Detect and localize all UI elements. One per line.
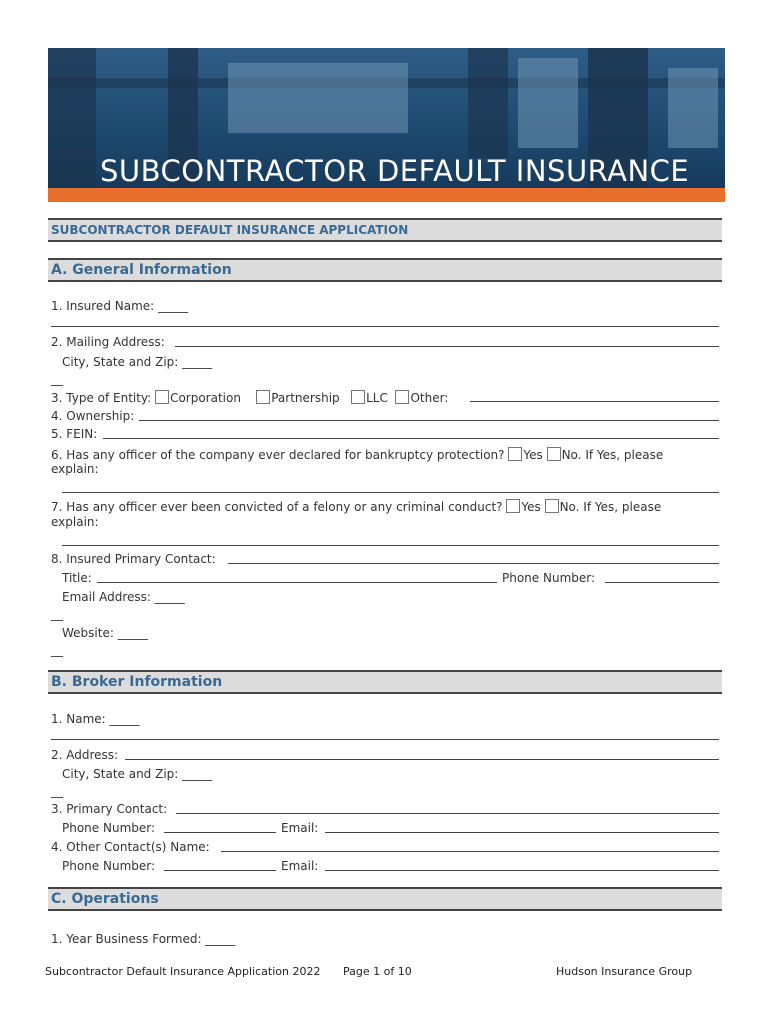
bankruptcy-question-row xyxy=(51,447,663,462)
phone-label: Phone Number: xyxy=(502,571,596,585)
dash-text: __ xyxy=(51,372,63,386)
broker-address-field[interactable] xyxy=(125,759,719,760)
other-entity-field[interactable] xyxy=(470,401,719,402)
divider xyxy=(51,739,719,740)
city-state-zip-field[interactable]: City, State and Zip: _____ xyxy=(62,355,213,369)
footer-document-name: Subcontractor Default Insurance Application 2022 xyxy=(45,965,321,978)
fein-field[interactable] xyxy=(103,438,719,439)
application-title: SUBCONTRACTOR DEFAULT INSURANCE APPLICATION xyxy=(48,218,722,242)
other-label: Other: xyxy=(410,391,449,405)
broker-primary-contact-field[interactable] xyxy=(176,813,719,814)
section-c-heading: C. Operations xyxy=(48,887,722,911)
broker-address-label: 2. Address: xyxy=(51,748,119,762)
dash-text-4: __ xyxy=(51,784,63,798)
corporation-checkbox[interactable] xyxy=(155,390,169,404)
primary-contact-field[interactable] xyxy=(228,563,719,564)
email-address-field[interactable]: Email Address: _____ xyxy=(62,590,185,604)
felony-no-label: No. If Yes, please xyxy=(559,500,662,514)
dash-text-2: __ xyxy=(51,607,63,621)
title-label: Title: xyxy=(62,571,92,585)
dash-text-3: __ xyxy=(51,643,63,657)
section-a-heading: A. General Information xyxy=(48,258,722,282)
felony-question: 7. Has any officer ever been convicted of a felony or any criminal conduct? xyxy=(51,500,503,514)
partnership-label: Partnership xyxy=(271,391,340,405)
orange-accent-bar xyxy=(48,188,725,202)
other-email-label: Email: xyxy=(281,859,319,873)
year-formed-field[interactable]: 1. Year Business Formed: _____ xyxy=(51,932,236,946)
corporation-label: Corporation xyxy=(170,391,241,405)
broker-phone-label: Phone Number: xyxy=(62,821,156,835)
felony-question-row xyxy=(51,499,661,514)
partnership-checkbox[interactable] xyxy=(256,390,270,404)
insured-name-field[interactable]: 1. Insured Name: _____ xyxy=(51,299,189,313)
header-banner-image xyxy=(48,48,725,188)
llc-label: LLC xyxy=(366,391,388,405)
other-phone-field[interactable] xyxy=(164,870,276,871)
entity-type-label: 3. Type of Entity: xyxy=(51,391,152,405)
primary-contact-label: 8. Insured Primary Contact: xyxy=(51,552,216,566)
bankruptcy-yes-checkbox[interactable] xyxy=(508,447,522,461)
broker-primary-contact-label: 3. Primary Contact: xyxy=(51,802,168,816)
phone-field[interactable] xyxy=(605,582,719,583)
explain-label: explain: xyxy=(51,462,99,476)
mailing-address-field[interactable] xyxy=(175,346,719,347)
banner-title: SUBCONTRACTOR DEFAULT INSURANCE xyxy=(100,154,690,188)
broker-city-state-zip-field[interactable]: City, State and Zip: _____ xyxy=(62,767,213,781)
bankruptcy-explain-field[interactable] xyxy=(62,492,719,493)
llc-checkbox[interactable] xyxy=(351,390,365,404)
section-b-heading: B. Broker Information xyxy=(48,670,722,694)
bankruptcy-yes-label: Yes xyxy=(523,448,543,462)
ownership-field[interactable] xyxy=(139,420,719,421)
felony-explain-field[interactable] xyxy=(62,545,719,546)
other-phone-label: Phone Number: xyxy=(62,859,156,873)
broker-email-field[interactable] xyxy=(325,832,719,833)
fein-label: 5. FEIN: xyxy=(51,427,98,441)
other-email-field[interactable] xyxy=(325,870,719,871)
felony-yes-label: Yes xyxy=(521,500,541,514)
divider xyxy=(51,326,719,327)
bankruptcy-no-label: No. If Yes, please xyxy=(561,448,664,462)
bankruptcy-question: 6. Has any officer of the company ever declared for bankruptcy protection? xyxy=(51,448,505,462)
footer-company: Hudson Insurance Group xyxy=(556,965,693,978)
other-contacts-field[interactable] xyxy=(221,851,719,852)
other-checkbox[interactable] xyxy=(395,390,409,404)
broker-name-field[interactable]: 1. Name: _____ xyxy=(51,712,140,726)
mailing-address-label: 2. Mailing Address: xyxy=(51,335,165,349)
felony-yes-checkbox[interactable] xyxy=(506,499,520,513)
entity-type-row xyxy=(51,390,448,405)
broker-email-label: Email: xyxy=(281,821,319,835)
bankruptcy-no-checkbox[interactable] xyxy=(547,447,561,461)
felony-no-checkbox[interactable] xyxy=(545,499,559,513)
footer-page-number: Page 1 of 10 xyxy=(343,965,412,978)
other-contacts-label: 4. Other Contact(s) Name: xyxy=(51,840,210,854)
title-field[interactable] xyxy=(97,582,497,583)
explain-label-2: explain: xyxy=(51,515,99,529)
ownership-label: 4. Ownership: xyxy=(51,409,135,423)
broker-phone-field[interactable] xyxy=(164,832,276,833)
website-field[interactable]: Website: _____ xyxy=(62,626,148,640)
